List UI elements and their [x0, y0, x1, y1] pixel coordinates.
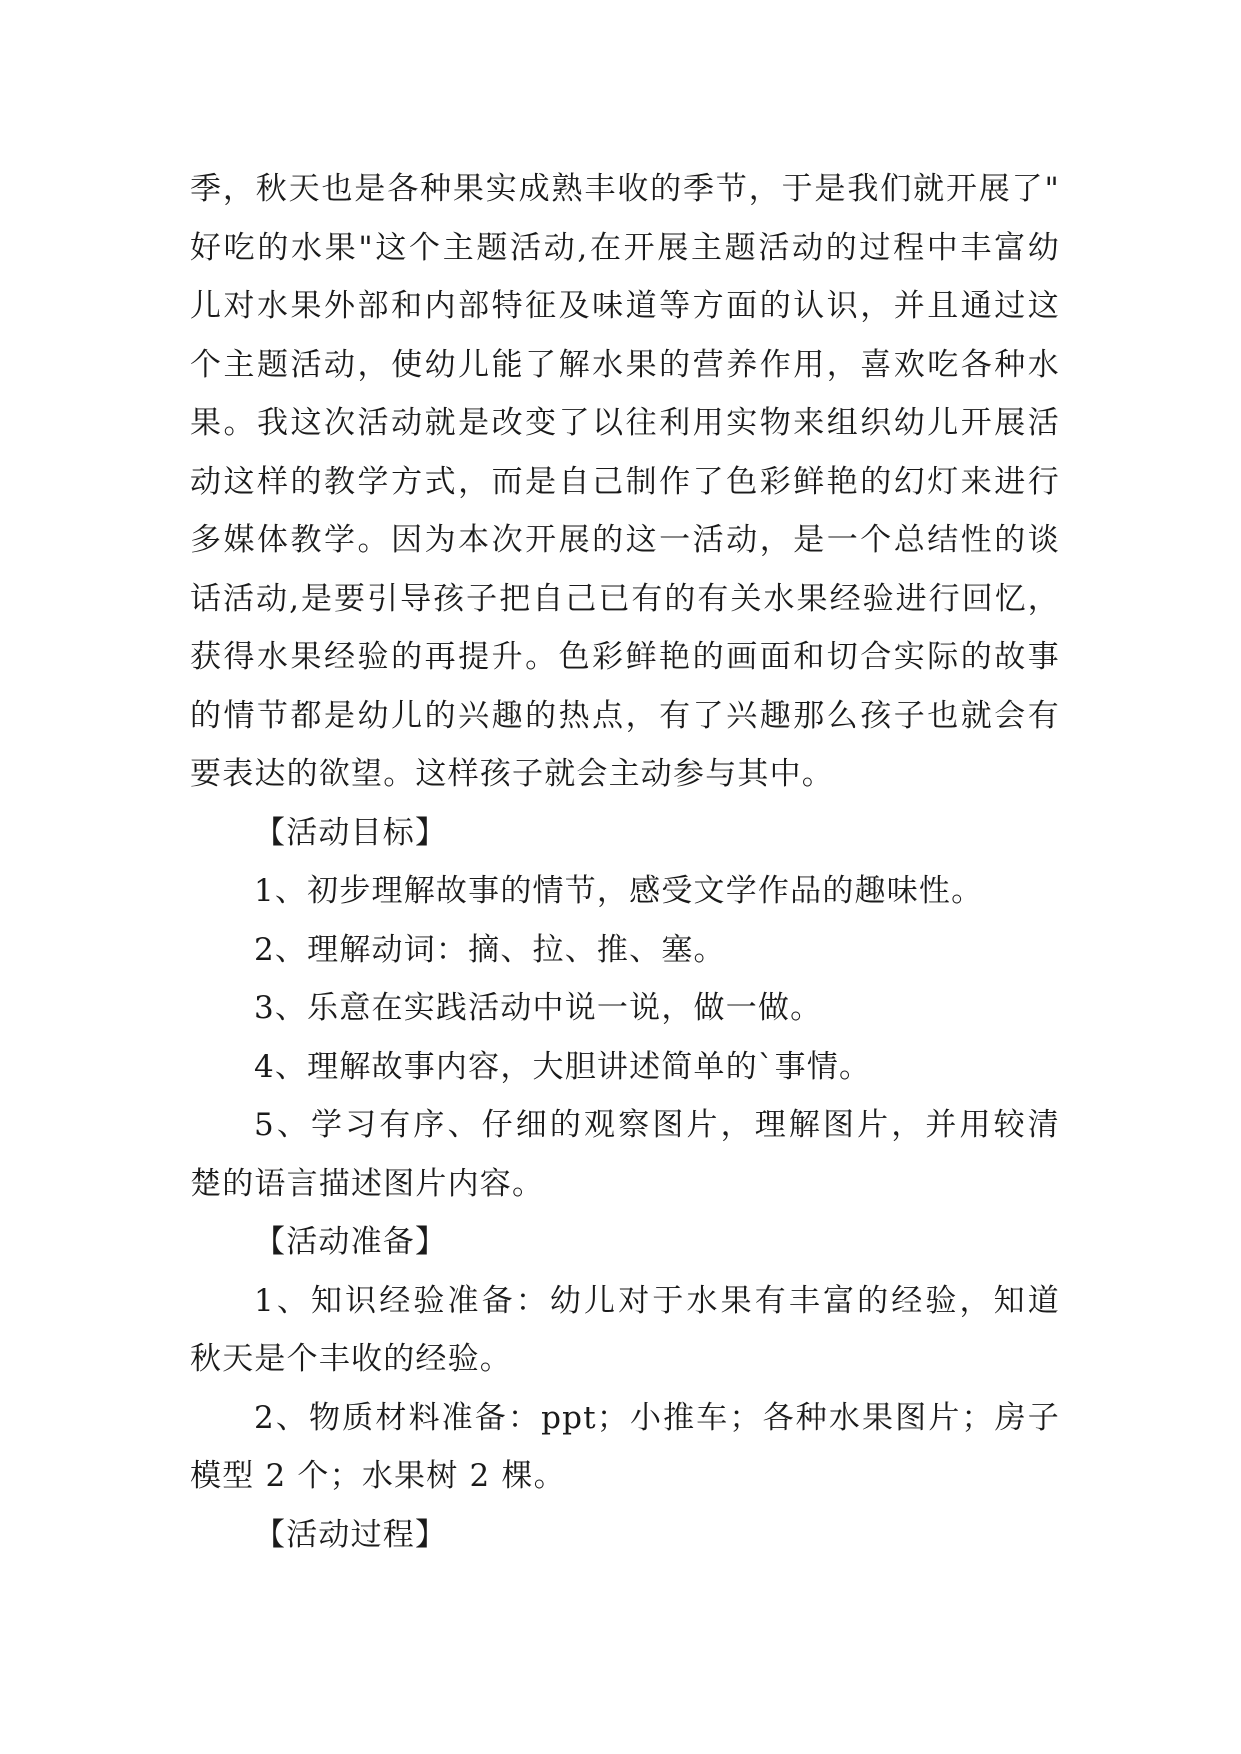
section-heading: 【活动目标】	[254, 814, 448, 851]
paragraph-line: 季，秋天也是各种果实成熟丰收的季节，于是我们就开展了"	[190, 171, 1060, 207]
list-item: 5、学习有序、仔细的观察图片，理解图片，并用较清	[254, 1107, 1060, 1143]
paragraph-line: 好吃的水果"这个主题活动,在开展主题活动的过程中丰富幼	[190, 229, 1060, 266]
list-item-continuation: 秋天是个丰收的经验。	[190, 1341, 512, 1377]
paragraph-line: 多媒体教学。因为本次开展的这一活动，是一个总结性的谈	[190, 522, 1060, 558]
list-item: 1、知识经验准备：幼儿对于水果有丰富的经验，知道	[254, 1282, 1060, 1319]
paragraph-line: 个主题活动，使幼儿能了解水果的营养作用，喜欢吃各种水	[190, 346, 1060, 383]
list-item-continuation: 模型 2 个；水果树 2 棵。	[190, 1458, 566, 1494]
list-item-continuation: 楚的语言描述图片内容。	[190, 1165, 545, 1202]
list-item: 4、理解故事内容，大胆讲述简单的`事情。	[254, 1048, 872, 1085]
paragraph-line: 要表达的欲望。这样孩子就会主动参与其中。	[190, 756, 834, 792]
list-item: 1、初步理解故事的情节，感受文学作品的趣味性。	[254, 873, 984, 909]
list-item: 3、乐意在实践活动中说一说，做一做。	[254, 990, 823, 1026]
document-body	[190, 160, 1060, 1564]
paragraph-line: 儿对水果外部和内部特征及味道等方面的认识，并且通过这	[190, 288, 1060, 324]
paragraph-line: 果。我这次活动就是改变了以往利用实物来组织幼儿开展活	[190, 405, 1060, 441]
paragraph-line: 话活动,是要引导孩子把自己已有的有关水果经验进行回忆，	[190, 580, 1060, 617]
paragraph-line: 的情节都是幼儿的兴趣的热点，有了兴趣那么孩子也就会有	[190, 697, 1060, 734]
list-item: 2、物质材料准备：ppt；小推车；各种水果图片；房子	[254, 1399, 1060, 1436]
paragraph-line: 动这样的教学方式，而是自己制作了色彩鲜艳的幻灯来进行	[190, 463, 1060, 500]
list-item: 2、理解动词：摘、拉、推、塞。	[254, 931, 726, 968]
paragraph-line: 获得水果经验的再提升。色彩鲜艳的画面和切合实际的故事	[190, 639, 1060, 675]
section-heading: 【活动准备】	[254, 1224, 448, 1260]
section-heading: 【活动过程】	[254, 1516, 448, 1553]
